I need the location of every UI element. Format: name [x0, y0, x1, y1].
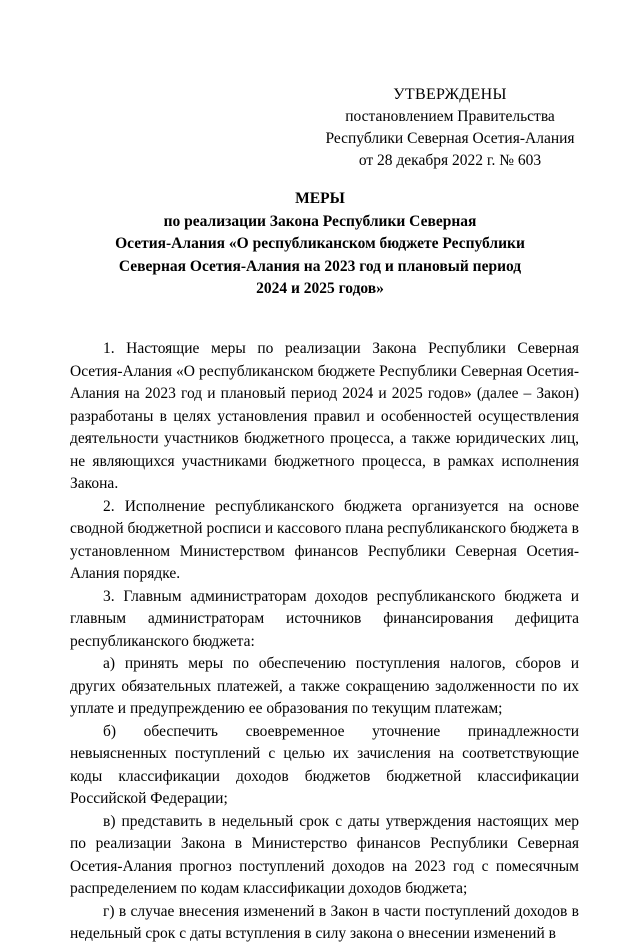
heading-line: по реализации Закона Республики Северная	[163, 212, 477, 230]
document-body	[70, 338, 579, 946]
paragraph-3: 3. Главным администраторам доходов республиканского бюджета и главным администраторам источников финансирования дефицита республиканского бюджета:	[70, 587, 579, 650]
paragraph-1: 1. Настоящие меры по реализации Закона Республики Северная Осетия-Алания «О республиканском бюджете Республики Северная Осетия-Алания на 2023 год и плановый период 2024 и 2025 годов» (далее – Закон) разработаны в целях установления правил и особенностей осуществления деятельности участников бюджетного процесса, а также юридических лиц, не являющихся участниками бюджетного процесса, в рамках исполнения Закона.	[70, 340, 579, 492]
paragraph-3b: б) обеспечить своевременное уточнение принадлежности невыясненных поступлений с целью их зачисления на соответствующие коды классификации доходов бюджетов бюджетной классификации Российской Федерации;	[70, 722, 579, 807]
paragraph-3a: а) принять меры по обеспечению поступления налогов, сборов и других обязательных платежей, а также сокращению задолженности по их уплате и предупреждению ее образования по текущим платежам;	[70, 655, 579, 717]
approval-line: от 28 декабря 2022 г. № 603	[358, 152, 542, 169]
heading-line: Северная Осетия-Алания на 2023 год и плановый период	[118, 257, 522, 275]
document-heading	[70, 188, 570, 301]
approval-title: УТВЕРЖДЕНЫ	[393, 86, 507, 103]
paragraph-3g: г) в случае внесения изменений в Закон в части поступлений доходов в недельный срок с даты вступления в силу закона о внесении изменений в	[70, 902, 579, 942]
heading-title: МЕРЫ	[295, 190, 345, 207]
heading-line: 2024 и 2025 годов»	[256, 280, 384, 297]
approval-line: Республики Северная Осетия-Алания	[325, 130, 575, 147]
heading-line: Осетия-Алания «О республиканском бюджете Республики	[115, 235, 525, 252]
paragraph-2: 2. Исполнение республиканского бюджета организуется на основе сводной бюджетной росписи и кассового плана республиканского бюджета в установленном Министерством финансов Республики Северная Осетия-Алания порядке.	[70, 497, 579, 582]
approval-line: постановлением Правительства	[345, 108, 555, 125]
paragraph-3v: в) представить в недельный срок с даты утверждения настоящих мер по реализации Закона в Министерство финансов Республики Северная Осетия-Алания прогноз поступлений доходов на 2023 год с помесячным распределением по кодам классификации доходов бюджета;	[70, 812, 579, 897]
approval-block	[300, 84, 600, 172]
